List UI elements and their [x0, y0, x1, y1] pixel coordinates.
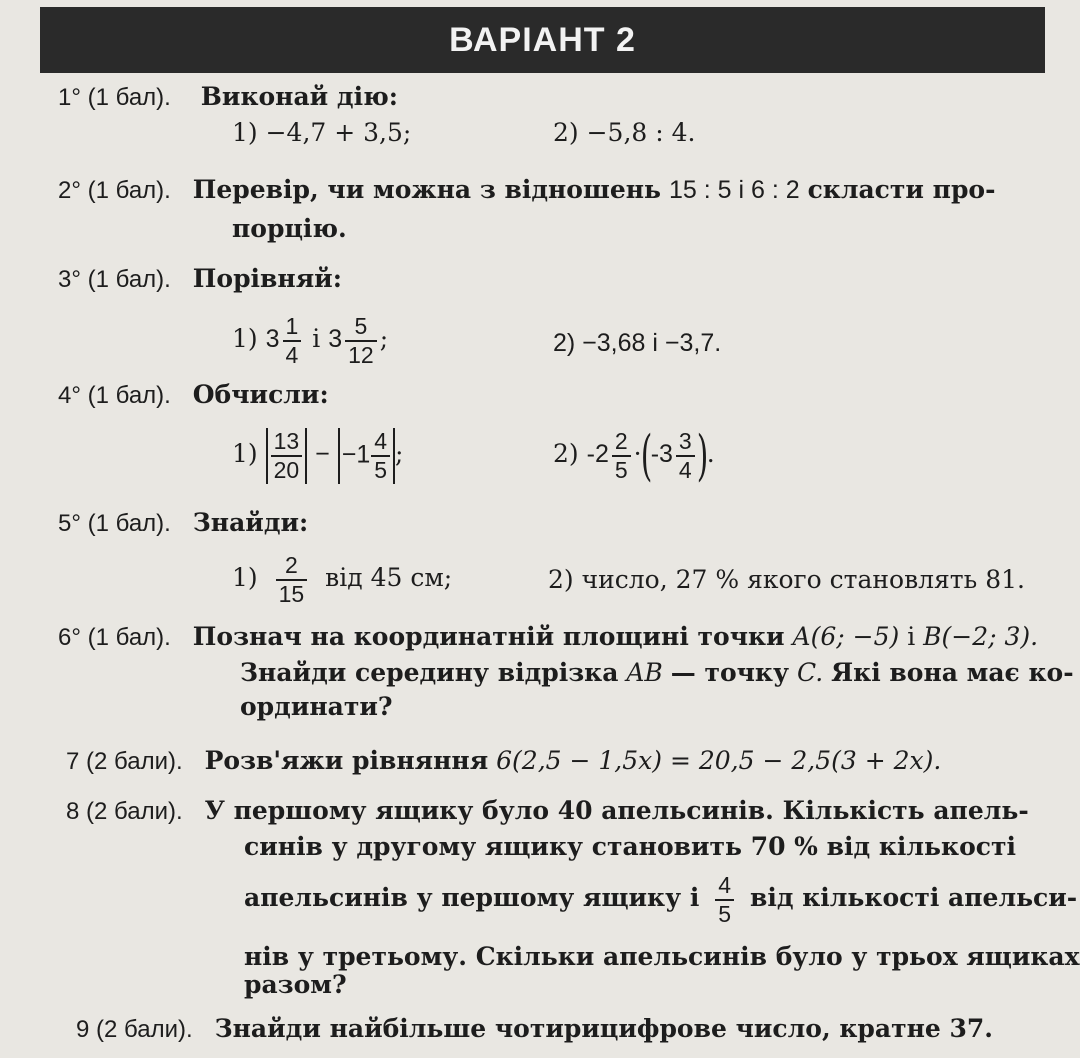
mixed-a-whole: 3 — [265, 325, 280, 353]
task-8-line-4: нів у третьому. Скільки апельсинів було у трьох ящиках — [244, 942, 1080, 971]
task-3-conj: і — [312, 324, 321, 353]
task-6-label: 6° (1 бал). — [58, 624, 171, 651]
task-8-line-2: синів у другому ящику становить 70 % від кількості — [244, 832, 1016, 861]
right-paren: ) — [696, 423, 709, 487]
fraction-b-den: 12 — [348, 341, 374, 368]
fraction-c — [612, 428, 631, 484]
task-5-header — [58, 508, 308, 539]
task-5-label: 5° (1 бал). — [58, 510, 171, 537]
task-5-part-2: 2) число, 27 % якого становлять 81. — [548, 565, 1025, 594]
task-4-part-2-num: 2) — [553, 439, 579, 468]
task-8-label: 8 (2 бали). — [66, 798, 183, 825]
task-4-semicolon: ; — [395, 439, 404, 468]
task-8-line-5: разом? — [244, 970, 347, 999]
task-5-part-1 — [232, 545, 452, 611]
task-2-ratios: 15 : 5 і 6 : 2 — [668, 176, 800, 204]
task-6-text-c: — точку — [670, 658, 789, 687]
task-4-part-2 — [553, 422, 715, 486]
task-8-text-3a: апельсинів у першому ящику і — [244, 883, 700, 912]
fraction-d-den: 4 — [678, 456, 692, 483]
fraction-d — [676, 428, 695, 484]
task-3-part-2: 2) −3,68 і −3,7. — [553, 329, 722, 357]
task-2-line-2: порцію. — [232, 214, 347, 243]
point-c: C. — [796, 658, 824, 687]
multiply-dot: · — [633, 439, 642, 468]
task-8-text-1: У першому ящику було 40 апельсинів. Кількість апель- — [204, 796, 1029, 825]
fraction-b-num: 5 — [345, 313, 377, 342]
task-6-text-a: Познач на координатній площині точки — [192, 622, 785, 651]
task-8-line-3 — [244, 866, 1077, 930]
mixed-d-whole: -3 — [650, 440, 673, 468]
task-3-part-1 — [232, 308, 388, 370]
mixed-neg-whole: −1 — [341, 440, 371, 468]
task-7-equation: 6(2,5 − 1,5x) = 20,5 − 2,5(3 + 2x). — [496, 746, 942, 775]
fraction-4-5-b-num: 4 — [715, 872, 734, 901]
point-a: A(6; −5) — [792, 622, 900, 651]
task-4-text: Обчисли: — [192, 380, 329, 409]
task-4-label: 4° (1 бал). — [58, 382, 171, 409]
task-1-label: 1° (1 бал). — [58, 84, 171, 111]
mixed-b-whole: 3 — [328, 325, 343, 353]
segment-ab: AB — [626, 658, 663, 687]
task-5-part-1-tail: від 45 см; — [325, 563, 453, 592]
fraction-c-den: 5 — [614, 456, 628, 483]
task-7-label: 7 (2 бали). — [66, 748, 183, 775]
fraction-a-den: 4 — [285, 341, 299, 368]
task-2-text-b: скласти про- — [807, 175, 996, 204]
variant-title: ВАРІАНТ 2 — [40, 7, 1045, 73]
fraction-4-5-b-den: 5 — [718, 900, 732, 927]
task-5-text: Знайди: — [192, 508, 309, 537]
task-9-text: Знайди найбільше чотирицифрове число, кратне 37. — [214, 1014, 993, 1043]
fraction-4-5-den: 5 — [374, 456, 388, 483]
task-4-minus: − — [315, 440, 330, 468]
task-3-part-1-num: 1) — [232, 324, 258, 353]
point-b: B(−2; 3). — [923, 622, 1039, 651]
fraction-b — [345, 313, 377, 369]
task-4-header — [58, 380, 329, 411]
mixed-c-whole: -2 — [586, 440, 609, 468]
task-6-text-d: Які вона має ко- — [831, 658, 1074, 687]
task-8-text-3b: від кількості апельси- — [750, 883, 1078, 912]
task-2-label: 2° (1 бал). — [58, 177, 171, 204]
task-1-header — [58, 82, 398, 113]
abs-value-1 — [266, 428, 308, 484]
fraction-a — [283, 313, 302, 369]
task-3-header — [58, 264, 342, 295]
task-8-line-1 — [66, 796, 1029, 827]
task-9-line — [76, 1014, 993, 1045]
fraction-4-5-b — [715, 872, 734, 928]
task-4-part-1 — [232, 422, 403, 486]
fraction-a-num: 1 — [283, 313, 302, 342]
task-4-period: . — [706, 439, 715, 468]
task-3-label: 3° (1 бал). — [58, 266, 171, 293]
task-6-line-2 — [240, 658, 1074, 688]
task-6-line-3: ординати? — [240, 692, 393, 721]
task-3-text: Порівняй: — [192, 264, 342, 293]
fraction-4-5-num: 4 — [371, 428, 390, 457]
fraction-2-15 — [276, 552, 308, 608]
task-6-line-1 — [58, 622, 1038, 653]
task-2-text-a: Перевір, чи можна з відношень — [192, 175, 662, 204]
task-3-semicolon: ; — [379, 324, 389, 353]
fraction-13-20-den: 20 — [273, 456, 300, 483]
task-1-part-2: 2) −5,8 : 4. — [553, 118, 696, 147]
task-2-line-1 — [58, 175, 995, 206]
abs-value-2 — [338, 428, 395, 484]
task-5-part-1-num: 1) — [232, 563, 258, 592]
fraction-13-20 — [271, 428, 303, 484]
left-paren: ( — [640, 423, 652, 487]
fraction-13-20-num: 13 — [271, 428, 303, 457]
fraction-4-5 — [371, 428, 390, 484]
task-1-text: Виконай дію: — [200, 82, 398, 111]
task-6-conj: і — [907, 622, 916, 651]
task-9-label: 9 (2 бали). — [76, 1016, 193, 1043]
task-1-part-1: 1) −4,7 + 3,5; — [232, 118, 412, 147]
task-7-text: Розв'яжи рівняння — [204, 746, 489, 775]
task-6-text-b: Знайди середину відрізка — [240, 658, 619, 687]
fraction-c-num: 2 — [612, 428, 631, 457]
fraction-2-15-den: 15 — [278, 580, 305, 607]
fraction-2-15-num: 2 — [276, 552, 308, 581]
fraction-d-num: 3 — [676, 428, 695, 457]
task-7-line — [58, 746, 941, 777]
task-4-part-1-num: 1) — [232, 439, 258, 468]
